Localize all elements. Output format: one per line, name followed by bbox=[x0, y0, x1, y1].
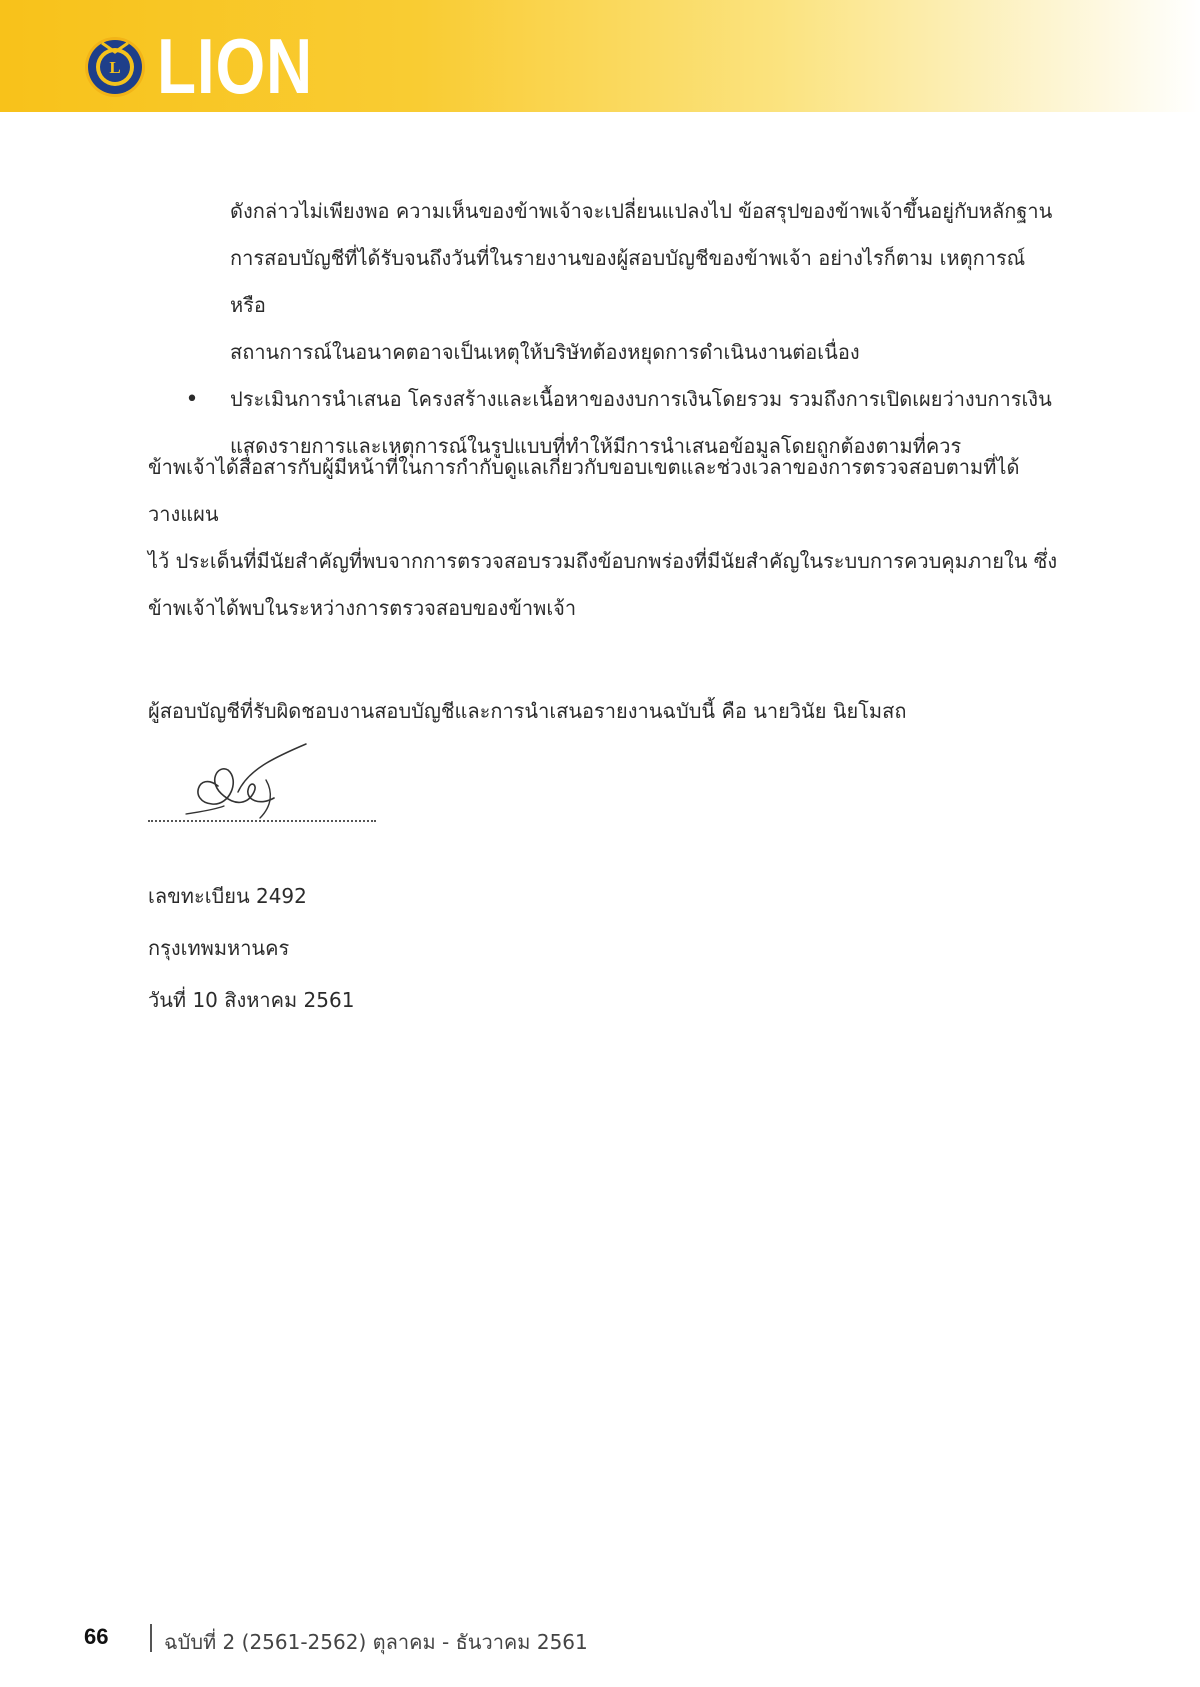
text-line: ดังกล่าวไม่เพียงพอ ความเห็นของข้าพเจ้าจะเปลี่ยนแปลงไป ข้อสรุปของข้าพเจ้าขึ้นอยู่กับหลักฐาน bbox=[230, 199, 1053, 223]
text-line: แสดงรายการและเหตุการณ์ในรูปแบบที่ทำให้มีการนำเสนอข้อมูลโดยถูกต้องตามที่ควร bbox=[230, 434, 962, 458]
communication-paragraph bbox=[148, 444, 1063, 632]
text-line: ไว้ ประเด็นที่มีนัยสำคัญที่พบจากการตรวจสอบรวมถึงข้อบกพร่องที่มีนัยสำคัญในระบบการควบคุมภายใน ซึ่ง bbox=[148, 549, 1058, 573]
continued-paragraph bbox=[185, 188, 1060, 470]
registration-block bbox=[148, 870, 354, 1026]
header-band bbox=[0, 0, 1200, 112]
text-line: ประเมินการนำเสนอ โครงสร้างและเนื้อหาของงบการเงินโดยรวม รวมถึงการเปิดเผยว่างบการเงิน bbox=[230, 387, 1052, 411]
text-line: ข้าพเจ้าได้สื่อสารกับผู้มีหน้าที่ในการกำกับดูแลเกี่ยวกับขอบเขตและช่วงเวลาของการตรวจสอบตามที่ได้วางแผน bbox=[148, 455, 1020, 526]
issue-info: ฉบับที่ 2 (2561-2562) ตุลาคม - ธันวาคม 2561 bbox=[164, 1630, 588, 1654]
city: กรุงเทพมหานคร bbox=[148, 936, 290, 960]
handwritten-signature bbox=[178, 740, 318, 820]
svg-text:L: L bbox=[109, 58, 121, 77]
text-line: ข้าพเจ้าได้พบในระหว่างการตรวจสอบของข้าพเจ้า bbox=[148, 596, 577, 620]
signature-line bbox=[148, 820, 376, 822]
brand-title: LION bbox=[157, 22, 314, 110]
page-number: 66 bbox=[84, 1624, 109, 1649]
footer-divider bbox=[150, 1624, 152, 1652]
report-date: วันที่ 10 สิงหาคม 2561 bbox=[148, 988, 355, 1012]
auditor-statement: ผู้สอบบัญชีที่รับผิดชอบงานสอบบัญชีและการนำเสนอรายงานฉบับนี้ คือ นายวินัย นิยโมสถ bbox=[148, 699, 907, 723]
text-line: สถานการณ์ในอนาคตอาจเป็นเหตุให้บริษัทต้องหยุดการดำเนินงานต่อเนื่อง bbox=[230, 340, 860, 364]
bullet-marker: • bbox=[185, 387, 199, 412]
text-line: การสอบบัญชีที่ได้รับจนถึงวันที่ในรายงานของผู้สอบบัญชีของข้าพเจ้า อย่างไรก็ตาม เหตุการณ์หรือ bbox=[230, 246, 1026, 317]
lions-international-emblem-icon bbox=[84, 36, 146, 98]
registration-number: เลขทะเบียน 2492 bbox=[148, 884, 307, 908]
